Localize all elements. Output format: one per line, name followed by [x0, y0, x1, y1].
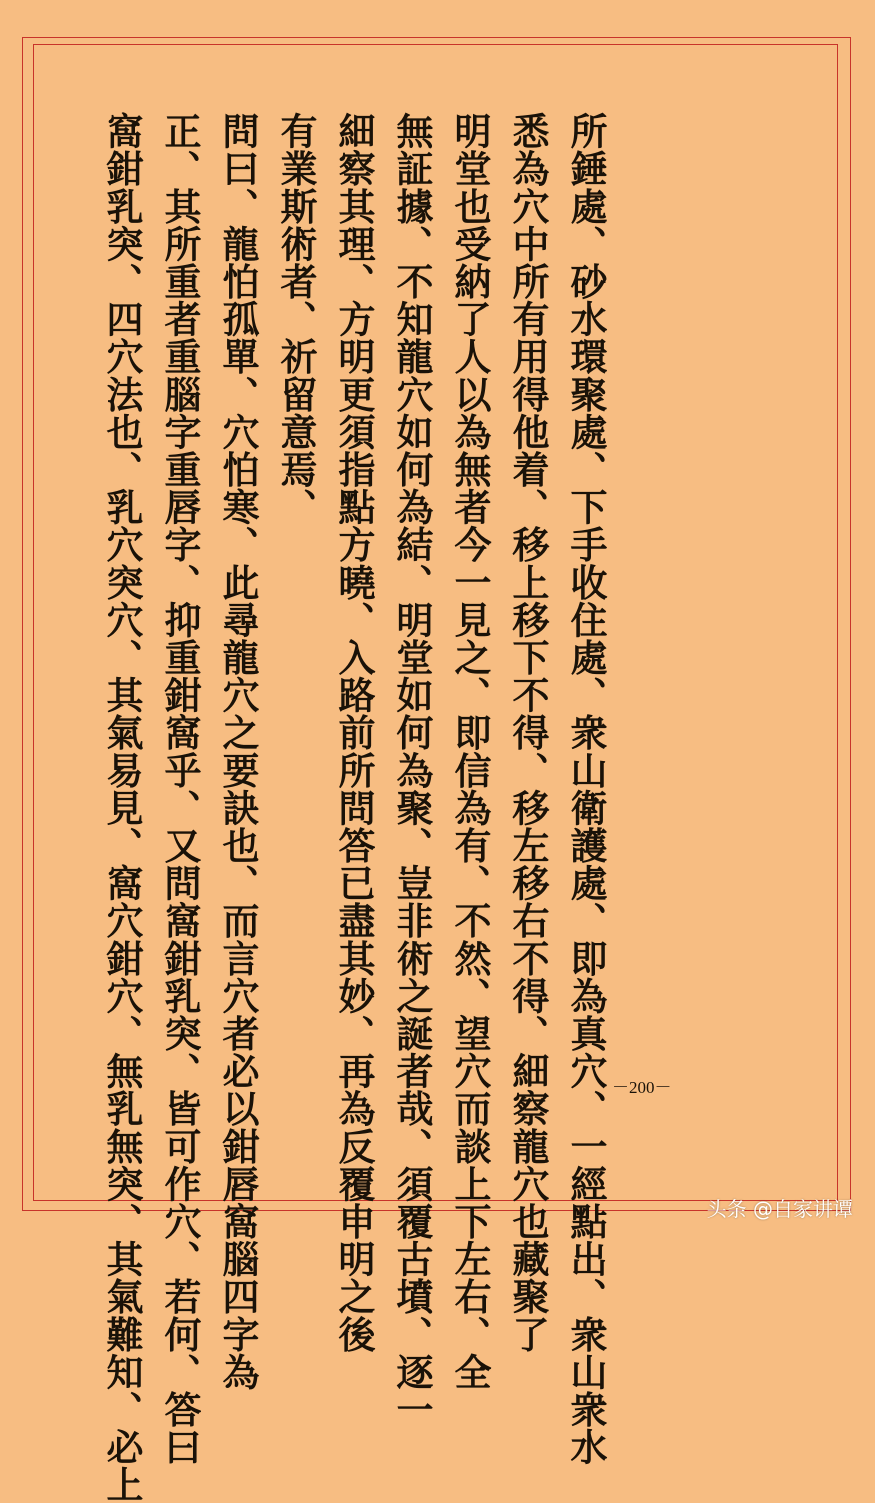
text-column: 正、其所重者重腦字重唇字、抑重鉗窩乎、又問窩鉗乳突、皆可作穴、若何、答曰 [158, 112, 202, 1466]
text-column: 窩鉗乳突、四穴法也、乳穴突穴、其氣易見、窩穴鉗穴、無乳無突、其氣難知、必上 [100, 112, 144, 1503]
text-column: 明堂也受納了人以為無者今一見之、即信為有、不然、望穴而談上下左右、全 [448, 112, 492, 1391]
text-column: 細察其理、方明更須指點方曉、入路前所問答已盡其妙、再為反覆申明之後 [332, 112, 376, 1353]
text-column: 悉為穴中所有用得他着、移上移下不得、移左移右不得、細察龍穴也藏聚了 [506, 112, 550, 1353]
watermark-label: 头条 @自家讲谭 [706, 1197, 853, 1221]
text-column: 所錘處、砂水環聚處、下手收住處、衆山衛護處、即為真穴、一經點出、衆山衆水 [564, 112, 608, 1466]
page-number: －200－ [612, 1078, 672, 1097]
vertical-text-body [100, 112, 615, 1503]
text-column: 問曰、龍怕孤單、穴怕寒、此尋龍穴之要訣也、而言穴者必以鉗唇窩腦四字為 [216, 112, 260, 1391]
text-column: 有業斯術者、祈留意焉、 [274, 112, 318, 526]
text-column: 無証據、不知龍穴如何為結、明堂如何為聚、豈非術之誕者哉、須覆古墳、逐一 [390, 112, 434, 1428]
